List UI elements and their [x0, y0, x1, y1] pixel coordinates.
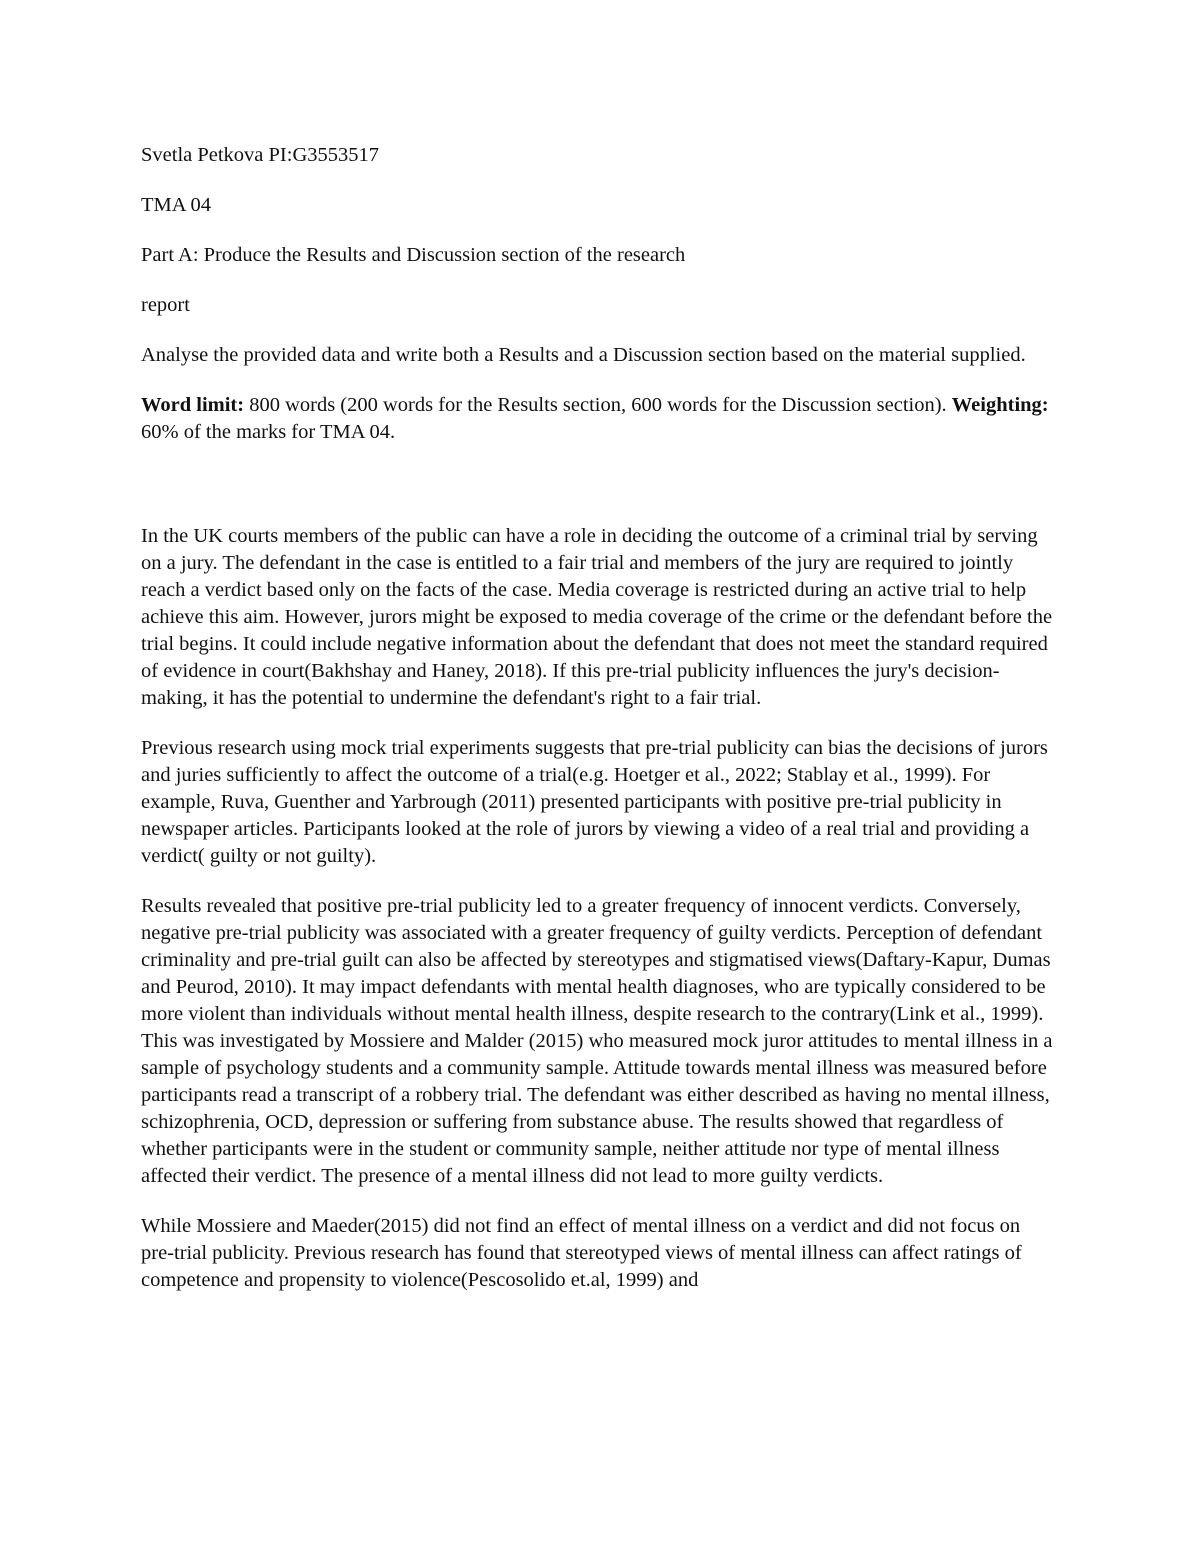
body-paragraph-2: Previous research using mock trial experiments suggests that pre-trial publicity can bias the decisions of jurors and juries sufficiently to affect the outcome of a trial(e.g. Hoetger et al., 2022; Stablay et al., 1999). For example, Ruva, Guenther and Yarbrough (2011) presented participants with positive pre-trial publicity in newspaper articles. Participants looked at the role of jurors by viewing a video of a real trial and providing a verdict( guilty or not guilty).: [141, 737, 1048, 867]
part-a-heading: Part A: Produce the Results and Discussion section of the research: [141, 244, 686, 266]
tma-title: TMA 04: [141, 194, 212, 216]
weighting-label: Weighting:: [951, 394, 1049, 416]
body-paragraph-1: In the UK courts members of the public can have a role in deciding the outcome of a criminal trial by serving on a jury. The defendant in the case is entitled to a fair trial and members of the jury are required to jointly reach a verdict based only on the facts of the case. Media coverage is restricted during an active trial to help achieve this aim. However, jurors might be exposed to media coverage of the crime or the defendant before the trial begins. It could include negative information about the defendant that does not meet the standard required of evidence in court(Bakhshay and Haney, 2018). If this pre-trial publicity influences the jury's decision-making, it has the potential to undermine the defendant's right to a fair trial.: [141, 525, 1053, 709]
report-line: report: [141, 294, 190, 316]
word-limit-paragraph: [141, 392, 1056, 446]
word-limit-label: Word limit:: [141, 394, 245, 416]
word-limit-text: 800 words (200 words for the Results section, 600 words for the Discussion section).: [244, 394, 952, 416]
instructions-analyse: Analyse the provided data and write both a Results and a Discussion section based on the material supplied.: [141, 344, 1026, 366]
weighting-text: 60% of the marks for TMA 04.: [141, 421, 396, 443]
document-body: [141, 142, 1056, 1294]
author-line: Svetla Petkova PI:G3553517: [141, 144, 380, 166]
body-paragraph-4: While Mossiere and Maeder(2015) did not find an effect of mental illness on a verdict and did not focus on pre-trial publicity. Previous research has found that stereotyped views of mental illness can affect ratings of competence and propensity to violence(Pescosolido et.al, 1999) and: [141, 1215, 1022, 1291]
body-paragraph-3: Results revealed that positive pre-trial publicity led to a greater frequency of innocent verdicts. Conversely, negative pre-trial publicity was associated with a greater frequency of guilty verdicts. Perception of defendant criminality and pre-trial guilt can also be affected by stereotypes and stigmatised views(Daftary-Kapur, Dumas and Peurod, 2010). It may impact defendants with mental health diagnoses, who are typically considered to be more violent than individuals without mental health illness, despite research to the contrary(Link et al., 1999). This was investigated by Mossiere and Malder (2015) who measured mock juror attitudes to mental illness in a sample of psychology students and a community sample. Attitude towards mental illness was measured before participants read a transcript of a robbery trial. The defendant was either described as having no mental illness, schizophrenia, OCD, depression or suffering from substance abuse. The results showed that regardless of whether participants were in the student or community sample, neither attitude nor type of mental illness affected their verdict. The presence of a mental illness did not lead to more guilty verdicts.: [141, 895, 1053, 1187]
